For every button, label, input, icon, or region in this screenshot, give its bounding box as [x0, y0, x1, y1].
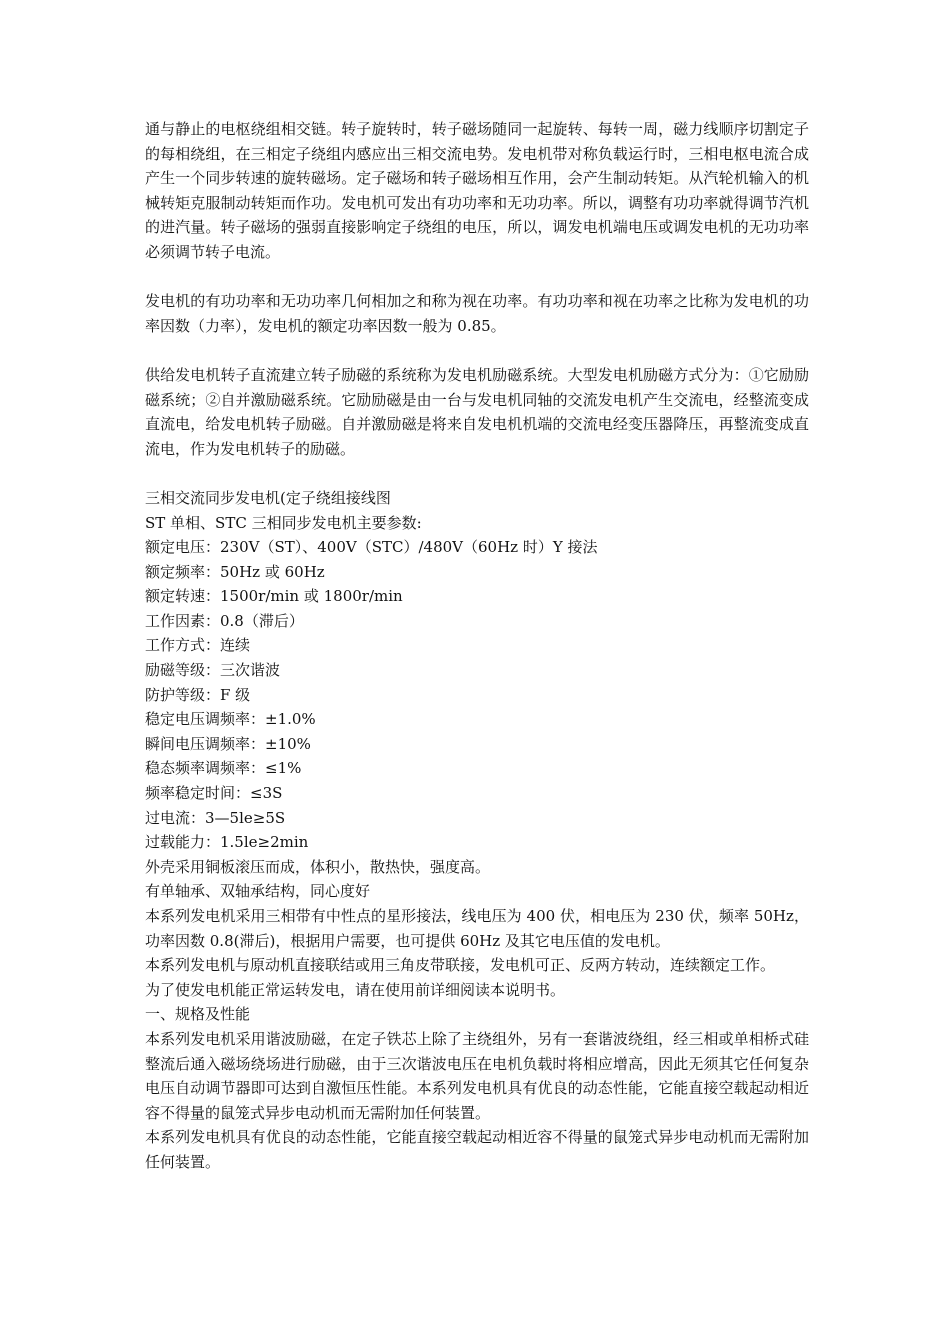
spec-heading-parameters: ST 单相、STC 三相同步发电机主要参数: — [145, 513, 422, 532]
paragraph-prime-mover: 本系列发电机与原动机直接联结或用三角皮带联接，发电机可正、反两方转动，连续额定工作。 — [145, 956, 776, 975]
spec-power-factor: 工作因素：0.8（滞后） — [145, 611, 304, 630]
spec-heading-wiring: 三相交流同步发电机(定子绕组接线图 — [145, 488, 391, 507]
paragraph-harmonic-excitation: 本系列发电机采用谐波励磁，在定子铁芯上除了主绕组外，另有一套谐波绕组，经三相或单相桥式硅整流后通入磁场绕场进行励磁，由于三次谐波电压在电机负载时将相应增高，因此无须其它任何复杂电压自动调节器即可达到自激恒压性能。本系列发电机具有优良的动态性能，它能直接空载起动相近容不得量的鼠笼式异步电动机而无需附加任何装置。 — [145, 1029, 809, 1122]
spec-excitation: 励磁等级：三次谐波 — [145, 661, 281, 680]
paragraph-power-factor: 发电机的有功功率和无功功率几何相加之和称为视在功率。有功功率和视在功率之比称为发电机的功率因数（力率），发电机的额定功率因数一般为 0.85。 — [145, 292, 809, 335]
paragraph-dynamic-performance: 本系列发电机具有优良的动态性能，它能直接空载起动相近容不得量的鼠笼式异步电动机而无需附加任何装置。 — [145, 1128, 809, 1171]
spec-transient-voltage-regulation: 瞬间电压调频率：±10% — [145, 734, 311, 753]
spec-protection: 防护等级：F 级 — [145, 685, 251, 704]
spec-steady-voltage-regulation: 稳定电压调频率：±1.0% — [145, 710, 316, 729]
spec-rated-frequency: 额定频率：50Hz 或 60Hz — [145, 562, 325, 581]
paragraph-star-connection: 本系列发电机采用三相带有中性点的星形接法，线电压为 400 伏，相电压为 230 伏，频率 50Hz，功率因数 0.8(滞后)，根据用户需要，也可提供 60Hz 及其它电压值的发电机。 — [145, 907, 809, 950]
spec-frequency-settling-time: 频率稳定时间：≤3S — [145, 784, 283, 803]
spec-overcurrent: 过电流：3—5le≥5S — [145, 808, 286, 827]
paragraph-read-manual: 为了使发电机能正常运转发电，请在使用前详细阅读本说明书。 — [145, 980, 566, 999]
spec-overload: 过载能力：1.5le≥2min — [145, 833, 309, 852]
spec-duty: 工作方式：连续 — [145, 636, 251, 655]
spec-rated-voltage: 额定电压：230V（ST）、400V（STC）/480V（60Hz 时）Y 接法 — [145, 538, 598, 557]
spec-rated-speed: 额定转速：1500r/min 或 1800r/min — [145, 587, 403, 606]
spec-housing: 外壳采用铜板滚压而成，体积小，散热快，强度高。 — [145, 857, 491, 876]
paragraph-rotor-field: 通与静止的电枢绕组相交链。转子旋转时，转子磁场随同一起旋转、每转一周，磁力线顺序切割定子的每相绕组，在三相定子绕组内感应出三相交流电势。发电机带对称负载运行时，三相电枢电流合成产生一个同步转速的旋转磁场。定子磁场和转子磁场相互作用，会产生制动转矩。从汽轮机输入的机械转矩克服制动转矩而作功。发电机可发出有功功率和无功功率。所以，调整有功功率就得调节汽机的进汽量。转子磁场的强弱直接影响定子绕组的电压，所以，调发电机端电压或调发电机的无功功率必须调节转子电流。 — [145, 120, 809, 261]
document-page — [145, 117, 809, 1175]
spec-bearing: 有单轴承、双轴承结构，同心度好 — [145, 882, 371, 901]
spec-steady-frequency-regulation: 稳态频率调频率：≤1% — [145, 759, 302, 778]
paragraph-excitation-system: 供给发电机转子直流建立转子励磁的系统称为发电机励磁系统。大型发电机励磁方式分为：①它励励磁系统；②自并激励磁系统。它励励磁是由一台与发电机同轴的交流发电机产生交流电，经整流变成直流电，给发电机转子励磁。自并激励磁是将来自发电机机端的交流电经变压器降压，再整流变成直流电，作为发电机转子的励磁。 — [145, 365, 809, 458]
section-title-specs-performance: 一、规格及性能 — [145, 1005, 251, 1024]
